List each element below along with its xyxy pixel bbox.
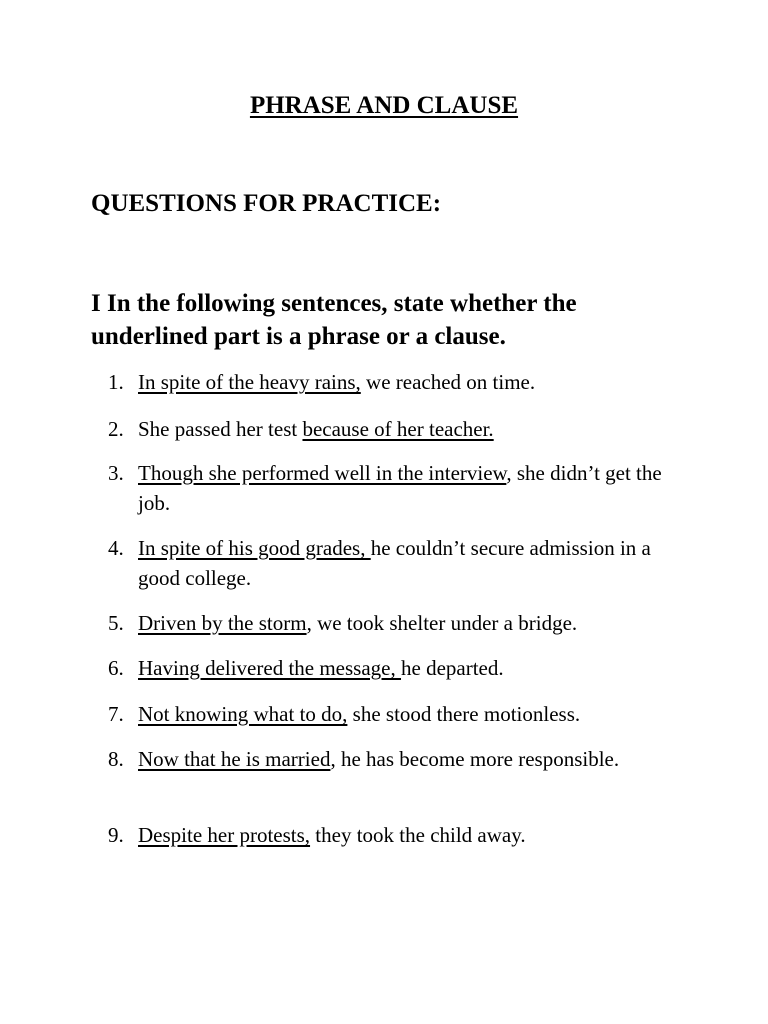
question-text [138, 533, 698, 593]
instruction-text: I In the following sentences, state whether the underlined part is a phrase or a clause. [91, 290, 577, 350]
question-number: 8. [108, 747, 124, 771]
sentence-rest: they took the child away. [310, 823, 526, 847]
sentence-start: She passed her test [138, 417, 303, 441]
question-text [138, 699, 698, 729]
question-number: 2. [108, 417, 124, 441]
underlined-part: Though she performed well in the interview [138, 461, 507, 485]
question-text [138, 608, 698, 638]
question-number: 3. [108, 461, 124, 485]
underlined-part: because of her teacher. [302, 417, 494, 441]
question-number: 9. [108, 823, 124, 847]
question-text [138, 744, 698, 774]
question-text [138, 820, 698, 850]
underlined-part: Now that he is married [138, 747, 331, 771]
sentence-rest: , we took shelter under a bridge. [306, 611, 578, 635]
question-text [138, 367, 698, 397]
sentence-rest: he departed. [401, 656, 504, 680]
underlined-part: In spite of his good grades, [138, 536, 371, 560]
sentence-rest: , she didn’t get the job. [138, 461, 662, 515]
question-text [138, 458, 698, 518]
question-number: 5. [108, 611, 124, 635]
sentence-rest: she stood there motionless. [347, 702, 581, 726]
question-number: 1. [108, 370, 124, 394]
question-number: 6. [108, 656, 124, 680]
page-title-text: PHRASE AND CLAUSE [249, 92, 519, 119]
underlined-part: Driven by the storm [138, 611, 307, 635]
sentence-rest: , he has become more responsible. [330, 747, 620, 771]
underlined-part: Not knowing what to do, [138, 702, 348, 726]
underlined-part: Despite her protests, [138, 823, 311, 847]
question-number: 7. [108, 702, 124, 726]
question-text [138, 414, 698, 444]
underlined-part: In spite of the heavy rains, [138, 370, 361, 394]
question-text [138, 653, 698, 683]
page-title [0, 92, 768, 120]
section-heading: QUESTIONS FOR PRACTICE: [91, 190, 442, 217]
sentence-rest: we reached on time. [360, 370, 536, 394]
question-number: 4. [108, 536, 124, 560]
sentence-rest: he couldn’t secure admission in a good college. [138, 536, 651, 590]
underlined-part: Having delivered the message, [138, 656, 401, 680]
